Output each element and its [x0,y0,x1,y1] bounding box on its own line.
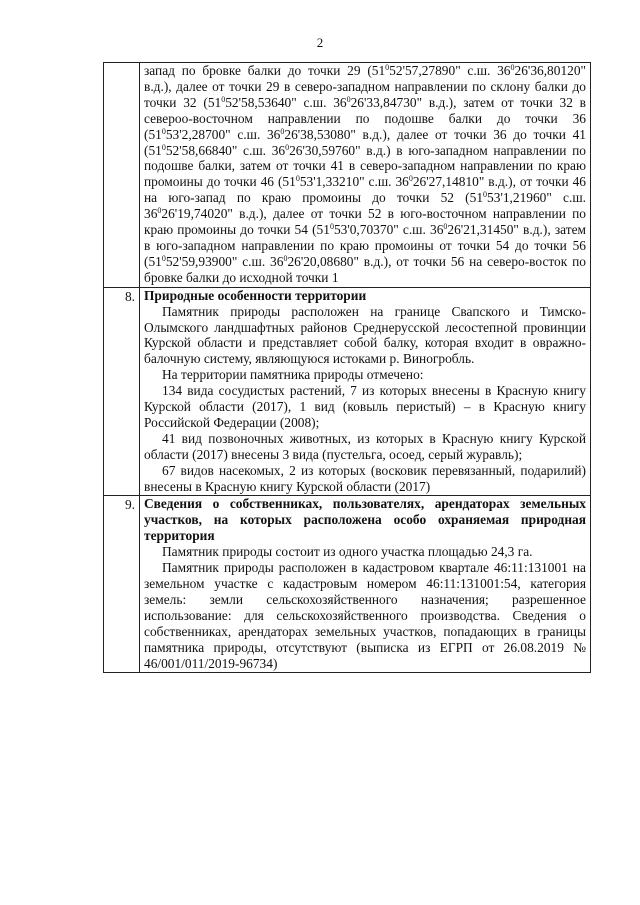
table-row-boundary [104,63,591,288]
section-heading: Сведения о собственниках, пользователях, арендаторах земельных участков, на которых расположена особо охраняемая природная территория [144,496,586,544]
paragraph: На территории памятника природы отмечено: [162,367,424,383]
natural-features-cell [140,287,591,496]
paragraph: Памятник природы расположен в кадастровом квартале 46:11:131001 на земельном участке с кадастровым номером 46:11:131001:54, категория земель: земли сельскохозяйственного назначения; разрешенное использование: для сельскохозяйственного производства. Сведения о собственниках, арендаторах земельных участков, попадающих в границы памятника природы, отсутствуют (выписка из ЕГРП от 26.08.2019 № 46/001/011/2019-96734) [144,560,586,671]
table-row-owners-info [104,496,591,673]
section-heading: Природные особенности территории [144,287,367,303]
page-number: 2 [316,35,324,50]
boundary-description: запад по бровке балки до точки 29 ($51^052'57,27890$" с.ш. $36^026'36,80120$" в.д.), далее от точки 29 в северо-западном направлении по склону балки до точки 32 ($51^052'58,53640$" с.ш. $36^026'33,84730$" в.д.), затем от точки 32 в североо-восточном направлении по подошве балки до точки 36 ($51^053'2,28700$" с.ш. $36^026'38,53080$" в.д.), далее от точки 36 до точки 41 ($51^052'58,66840$" с.ш. $36^026'30,59760$" в.д.) в юго-западном направлении по подошве балки, затем от точки 41 в северо-западном направлении по краю промоины до точки 46 ($51^053'1,33210$" с.ш. $36^026'27,14810$" в.д.), от точки 46 на юго-запад по краю промоины до точки 52 ($51^053'1,21960$" с.ш. $36^026'19,74020$" в.д.), далее от точки 52 в юго-восточном направлении по краю промоины до точки 54 ($51^053'0,70370$" с.ш. $36^026'21,31450$" в.д.), затем в юго-западном направлении по краю промоины от точки 54 до точки 56 ($51^052'59,93900$" с.ш. $36^026'20,08680$" в.д.), от точки 56 на северо-восток по бровке балки до исходной точки 1 [144,63,586,285]
paragraph: 134 вида сосудистых растений, 7 из которых внесены в Красную книгу Курской области (2017), 1 вид (ковыль перистый) – в Красную книгу Российской Федерации (2008); [144,383,586,430]
owners-info-cell [140,496,591,673]
paragraph: Памятник природы состоит из одного участка площадью 24,3 га. [162,544,533,560]
row-number-cell [104,496,140,673]
row-number-cell [104,287,140,496]
paragraph: 67 видов насекомых, 2 из которых (восковик перевязанный, подарилий) внесены в Красную книгу Курской области (2017) [144,462,586,494]
row-number-cell [104,63,140,288]
paragraph: Памятник природы расположен на границе Свапского и Тимско-Олымского ландшафтных районов Среднерусской лесостепной провинции Курской области и представляет собой балку, которая входит в овражно-балочную систему, являющуюся истоками р. Виногробль. [144,303,586,367]
row-number: 9. [124,497,135,513]
table-row-natural-features [104,287,591,496]
passport-table [103,62,591,673]
boundary-description-cell [140,63,591,288]
paragraph: 41 вид позвоночных животных, из которых в Красную книгу Курской области (2017) внесены 3 вида (пустельга, осоед, серый журавль); [144,430,586,462]
row-number: 8. [124,288,135,304]
